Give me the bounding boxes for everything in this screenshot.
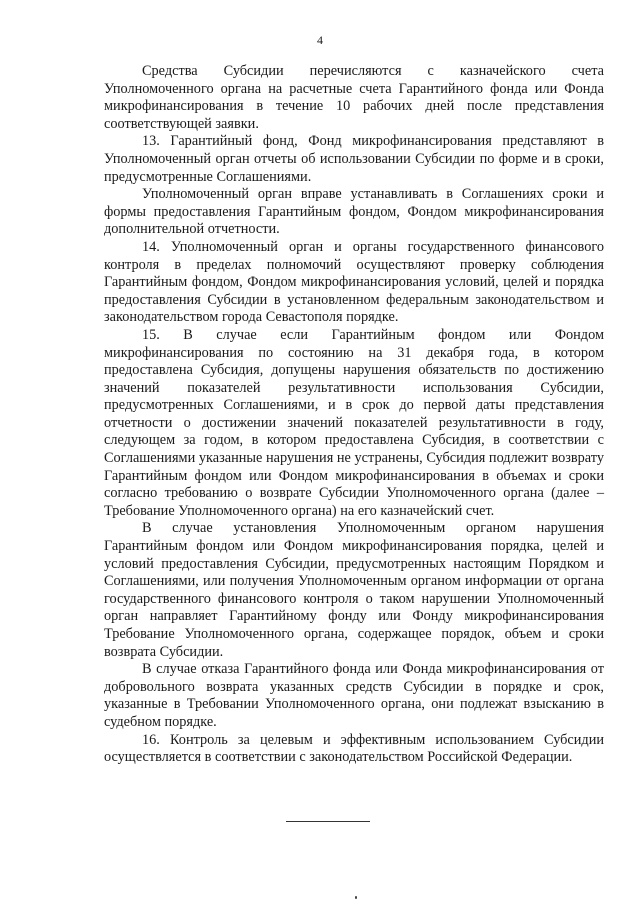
scan-mark [355, 896, 357, 899]
closing-divider-line [286, 821, 370, 822]
paragraph-13-reports: 13. Гарантийный фонд, Фонд микрофинансирования представляют в Уполномоченный орган отчеты об использовании Субсидии по форме и в сроки, предусмотренные Соглашениями. [104, 133, 604, 185]
paragraph-14-control: 14. Уполномоченный орган и органы государственного финансового контроля в пределах полномочий осуществляют проверку соблюдения Гарантийным фондом, Фондом микрофинансирования условий, целей и порядка предоставления Субсидии в установленном федеральным законодательством и законодательством города Севастополя порядке. [104, 238, 604, 326]
document-body [104, 63, 604, 767]
page-number: 4 [317, 33, 323, 47]
paragraph-16-oversight: 16. Контроль за целевым и эффективным использованием Субсидии осуществляется в соответствии с законодательством Российской Федерации. [104, 731, 604, 766]
paragraph-violation-requirement: В случае установления Уполномоченным органом нарушения Гарантийным фондом или Фондом микрофинансирования порядка, целей и условий предоставления Субсидии, предусмотренных настоящим Порядком и Соглашениями, или получения Уполномоченным органом информации от органа государственного финансового контроля о таком нарушении Уполномоченный орган направляет Гарантийному фонду или Фонду микрофинансирования Требование Уполномоченного органа, содержащее порядок, объем и сроки возврата Субсидии. [104, 520, 604, 660]
paragraph-subsidy-transfer: Средства Субсидии перечисляются с казначейского счета Уполномоченного органа на расчетные счета Гарантийного фонда или Фонда микрофинансирования в течение 10 рабочих дней после представления соответствующей заявки. [104, 63, 604, 132]
paragraph-additional-reporting: Уполномоченный орган вправе устанавливать в Соглашениях сроки и формы предоставления Гарантийным фондом, Фондом микрофинансирования дополнительной отчетности. [104, 186, 604, 238]
paragraph-15-return: 15. В случае если Гарантийным фондом или Фондом микрофинансирования по состоянию на 31 декабря года, в котором предоставлена Субсидия, допущены нарушения обязательств по достижению значений показателей результативности использования Субсидии, предусмотренных Соглашениями, и в срок до первой даты представления отчетности о достижении значений показателей результативности в году, следующем за годом, в котором предоставлена Субсидия, в соответствии с Соглашениями указанные нарушения не устранены, Субсидия подлежит возврату Гарантийным фондом или Фондом микрофинансирования в объемах и сроки согласно требованию о возврате Субсидии Уполномоченного органа (далее – Требование Уполномоченного органа) на его казначейский счет. [104, 326, 604, 519]
paragraph-court-recovery: В случае отказа Гарантийного фонда или Фонда микрофинансирования от добровольного возврата указанных средств Субсидии в порядке и срок, указанные в Требовании Уполномоченного органа, они подлежат взысканию в судебном порядке. [104, 661, 604, 730]
